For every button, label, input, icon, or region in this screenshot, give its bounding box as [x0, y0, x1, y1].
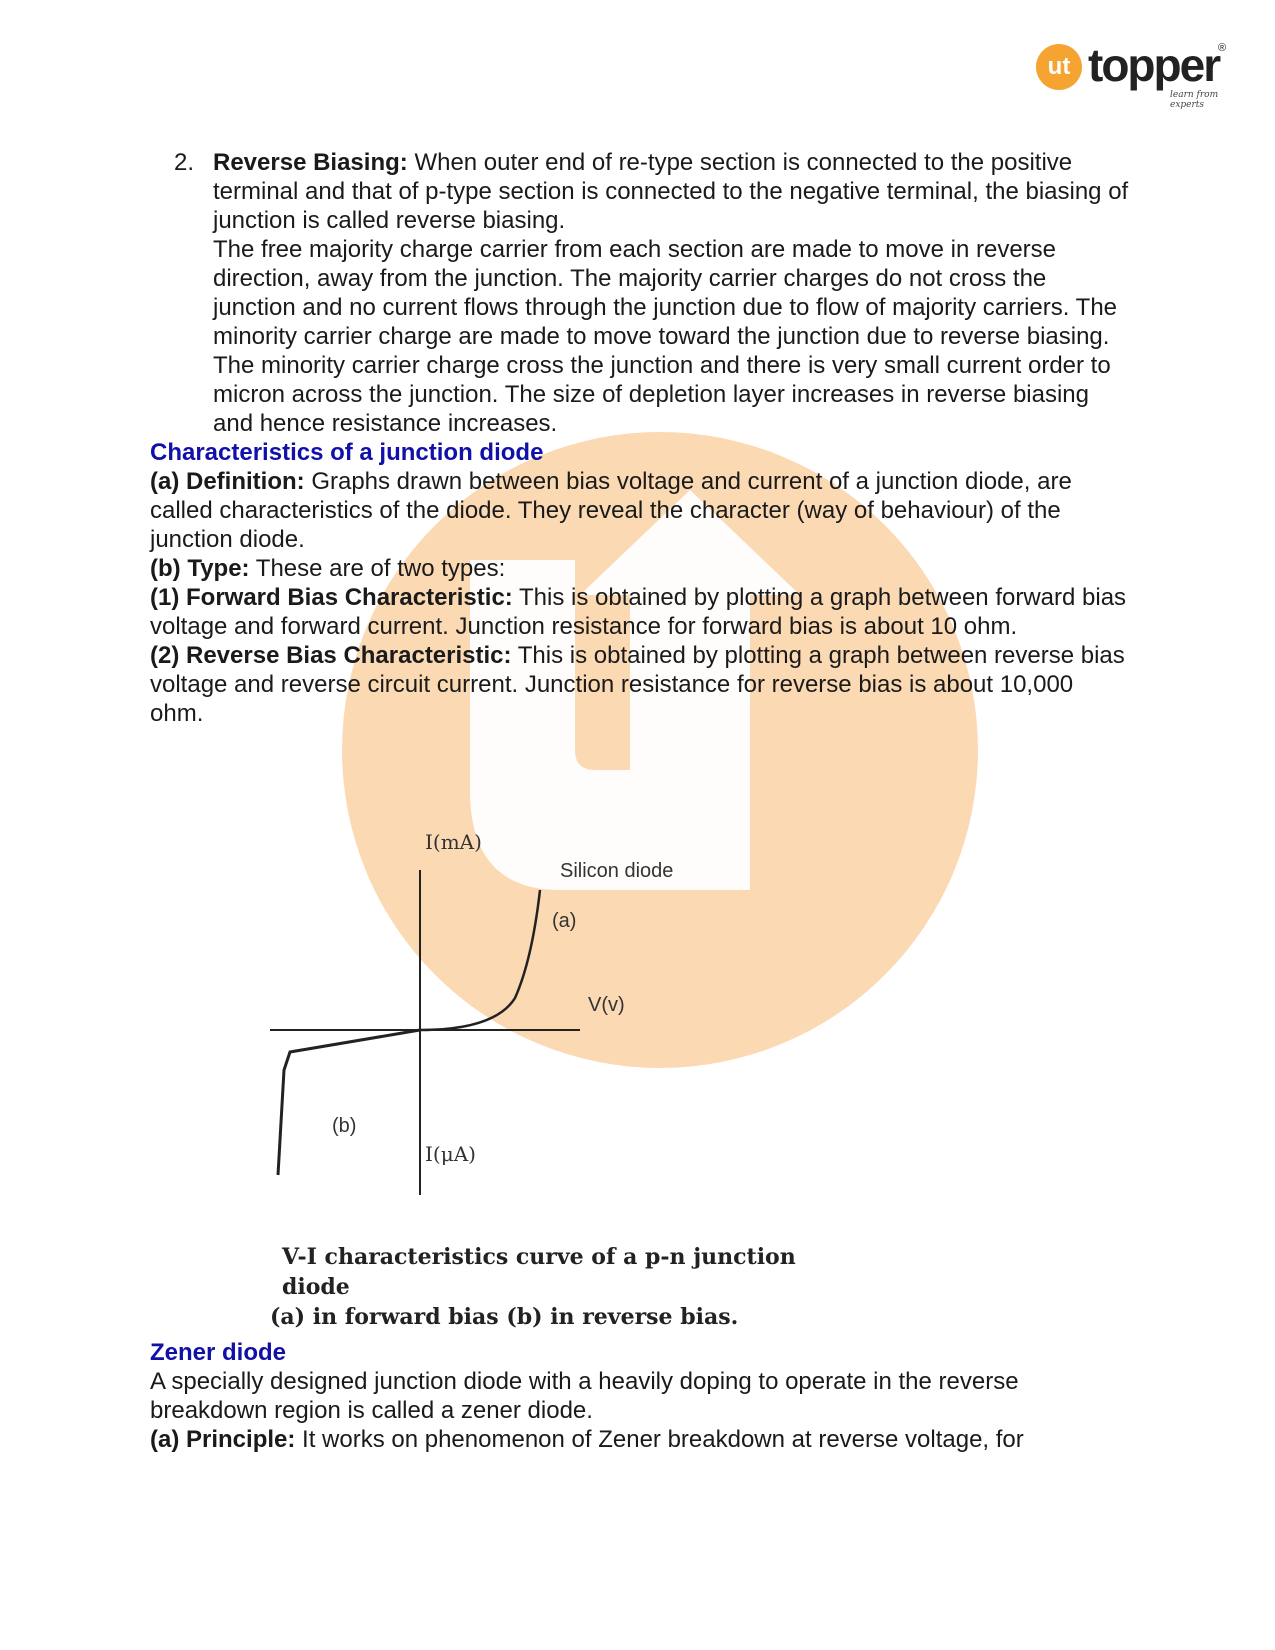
zener-heading: Zener diode — [150, 1339, 287, 1366]
reverse-biasing-term: Reverse Biasing: — [213, 149, 408, 176]
vi-characteristics-figure — [270, 830, 830, 1330]
reverse-biasing-definition — [213, 148, 1130, 235]
reverse-biasing-line1: When outer end of re-type section is connected to the positive terminal and that of p-type section is connected to the negative terminal, the biasing of junction is called reverse biasing. — [213, 149, 1129, 234]
reverse-biasing-explanation: The free majority charge carrier from each section are made to move in reverse direction, away from the junction. The majority carrier charges do not cross the junction and no current flows through the junction due to flow of majority carriers. The minority carrier charge are made to move toward the junction due to reverse biasing. The minority carrier charge cross the junction and there is very small current order to micron across the junction. The size of depletion layer increases in reverse biasing and hence resistance increases. — [213, 236, 1118, 437]
reverse-biasing-item — [150, 148, 1130, 438]
definition-paragraph — [150, 467, 1130, 554]
type-label: (b) Type: — [150, 555, 250, 582]
registered-mark: ® — [1218, 42, 1227, 54]
curve-label-a: (a) — [552, 910, 577, 932]
forward-bias-text: This is obtained by plotting a graph between forward bias voltage and forward current. Junction resistance for forward bias is about 10 ohm. — [150, 584, 1127, 640]
y-axis-label-bottom: I(μA) — [425, 1142, 476, 1166]
y-axis-label-top: I(mA) — [425, 830, 482, 854]
reverse-bias-paragraph — [150, 641, 1130, 728]
forward-bias-curve — [420, 890, 540, 1030]
characteristics-heading: Characteristics of a junction diode — [150, 439, 544, 466]
zener-principle — [150, 1425, 1130, 1454]
x-axis-label: V(v) — [588, 994, 625, 1016]
forward-bias-paragraph — [150, 583, 1130, 641]
caption-line1: V-I characteristics curve of a p-n junction diode — [282, 1244, 796, 1300]
zener-section — [150, 1338, 1130, 1454]
document-content — [150, 148, 1130, 728]
zener-intro: A specially designed junction diode with a heavily doping to operate in the reverse breakdown region is called a zener diode. — [150, 1368, 1019, 1424]
reverse-bias-label: (2) Reverse Bias Characteristic: — [150, 642, 512, 669]
brand-tagline: learn from experts — [1170, 90, 1219, 110]
vi-curve-diagram — [270, 870, 830, 1200]
reverse-bias-text: This is obtained by plotting a graph between reverse bias voltage and reverse circuit current. Junction resistance for reverse bias is about 10,000 ohm. — [150, 642, 1125, 727]
list-number: 2. — [174, 149, 195, 176]
type-paragraph — [150, 554, 1130, 583]
brand-name: topper — [1088, 39, 1220, 91]
brand-logo — [1036, 39, 1236, 110]
silicon-diode-label: Silicon diode — [560, 860, 674, 882]
definition-label: (a) Definition: — [150, 468, 305, 495]
principle-text: It works on phenomenon of Zener breakdown at reverse voltage, for — [302, 1426, 1024, 1453]
type-text: These are of two types: — [255, 555, 506, 582]
forward-bias-label: (1) Forward Bias Characteristic: — [150, 584, 513, 611]
principle-label: (a) Principle: — [150, 1426, 296, 1453]
figure-caption — [270, 1242, 850, 1332]
reverse-bias-curve — [278, 1030, 420, 1175]
curve-label-b: (b) — [332, 1115, 357, 1137]
definition-text: Graphs drawn between bias voltage and current of a junction diode, are called characteristics of the diode. They reveal the character (way of behaviour) of the junction diode. — [150, 468, 1072, 553]
logo-mark-icon: ut — [1036, 44, 1082, 90]
caption-line2: (a) in forward bias (b) in reverse bias. — [270, 1304, 739, 1330]
